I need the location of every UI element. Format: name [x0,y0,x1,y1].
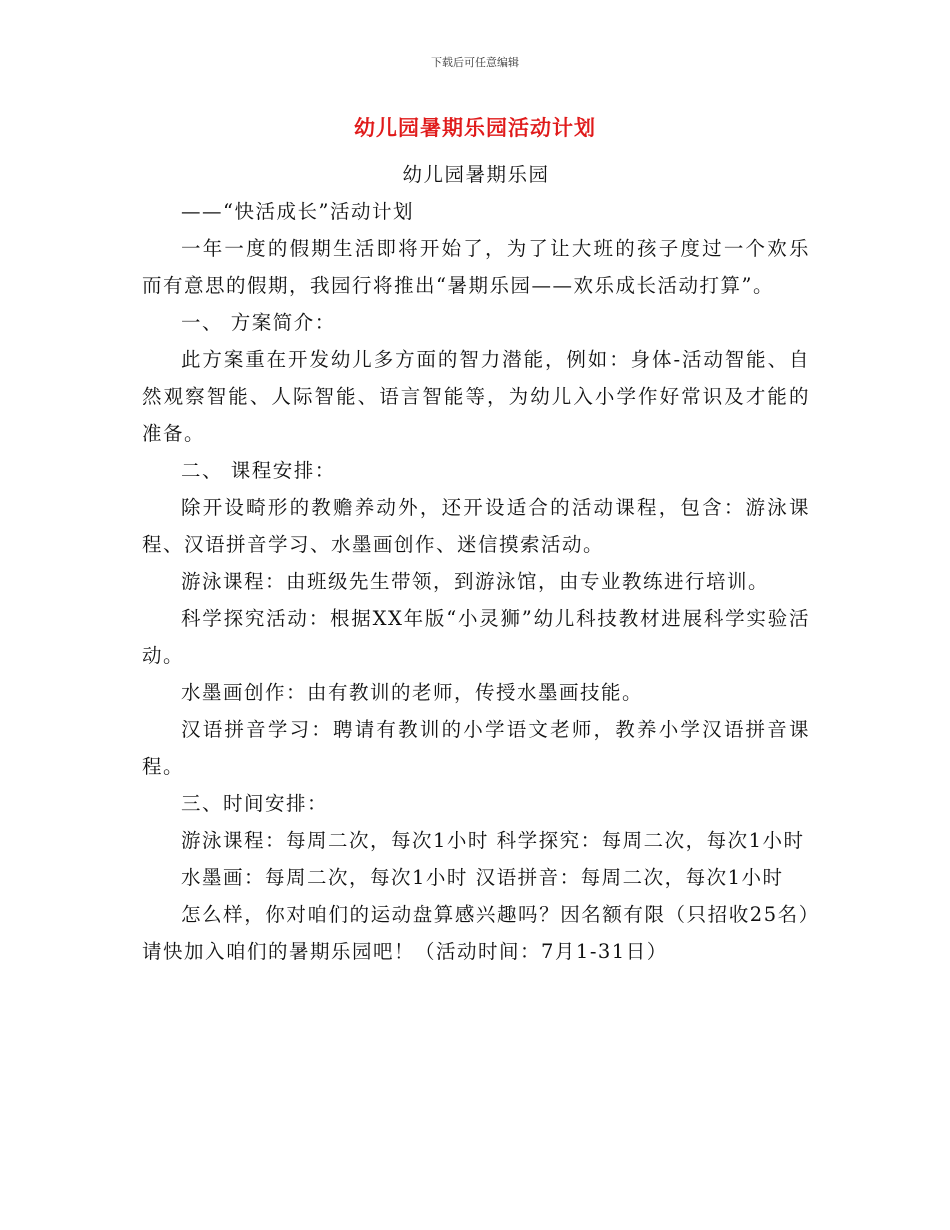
document-body [142,156,810,970]
document-title: 幼儿园暑期乐园活动计划 [354,116,596,140]
document-subtitle: 幼儿园暑期乐园 [402,163,550,186]
paragraph-swimming-course: 游泳课程：由班级先生带领，到游泳馆，由专业教练进行培训。 [181,570,770,593]
paragraph-ink-painting: 水墨画创作：由有教训的老师，传授水墨画技能。 [181,681,644,704]
paragraph-tagline: ——“快活成长”活动计划 [181,200,414,223]
paragraph-pinyin-learning: 汉语拼音学习：聘请有教训的小学语文老师，教养小学汉语拼音课程。 [142,718,810,778]
paragraph-closing: 怎么样，你对咱们的运动盘算感兴趣吗？因名额有限（只招收25名）请快加入咱们的暑期乐园吧！（活动时间：7月1-31日） [142,903,810,963]
header-note: 下载后可任意编辑 [431,56,519,69]
paragraph-schedule-swim-science: 游泳课程：每周二次，每次1小时 科学探究：每周二次，每次1小时 [181,829,805,852]
paragraph-plan-summary: 此方案重在开发幼儿多方面的智力潜能，例如：身体-活动智能、自然观察智能、人际智能、语言智能等，为幼儿入小学作好常识及才能的准备。 [142,348,810,445]
section-heading-plan-summary: 一、 方案简介： [181,311,336,334]
paragraph-schedule-ink-pinyin: 水墨画：每周二次，每次1小时 汉语拼音：每周二次，每次1小时 [181,866,784,889]
paragraph-science-activity: 科学探究活动：根据XX年版“小灵狮”幼儿科技教材进展科学实验活动。 [142,607,810,667]
paragraph-course-list: 除开设畸形的教赡养动外，还开设适合的活动课程，包含：游泳课程、汉语拼音学习、水墨画创作、迷信摸索活动。 [142,496,810,556]
section-heading-schedule: 三、时间安排： [181,792,329,815]
section-heading-course-arrangement: 二、 课程安排： [181,459,336,482]
paragraph-intro: 一年一度的假期生活即将开始了，为了让大班的孩子度过一个欢乐而有意思的假期，我园行将推出“暑期乐园——欢乐成长活动打算”。 [142,237,810,297]
